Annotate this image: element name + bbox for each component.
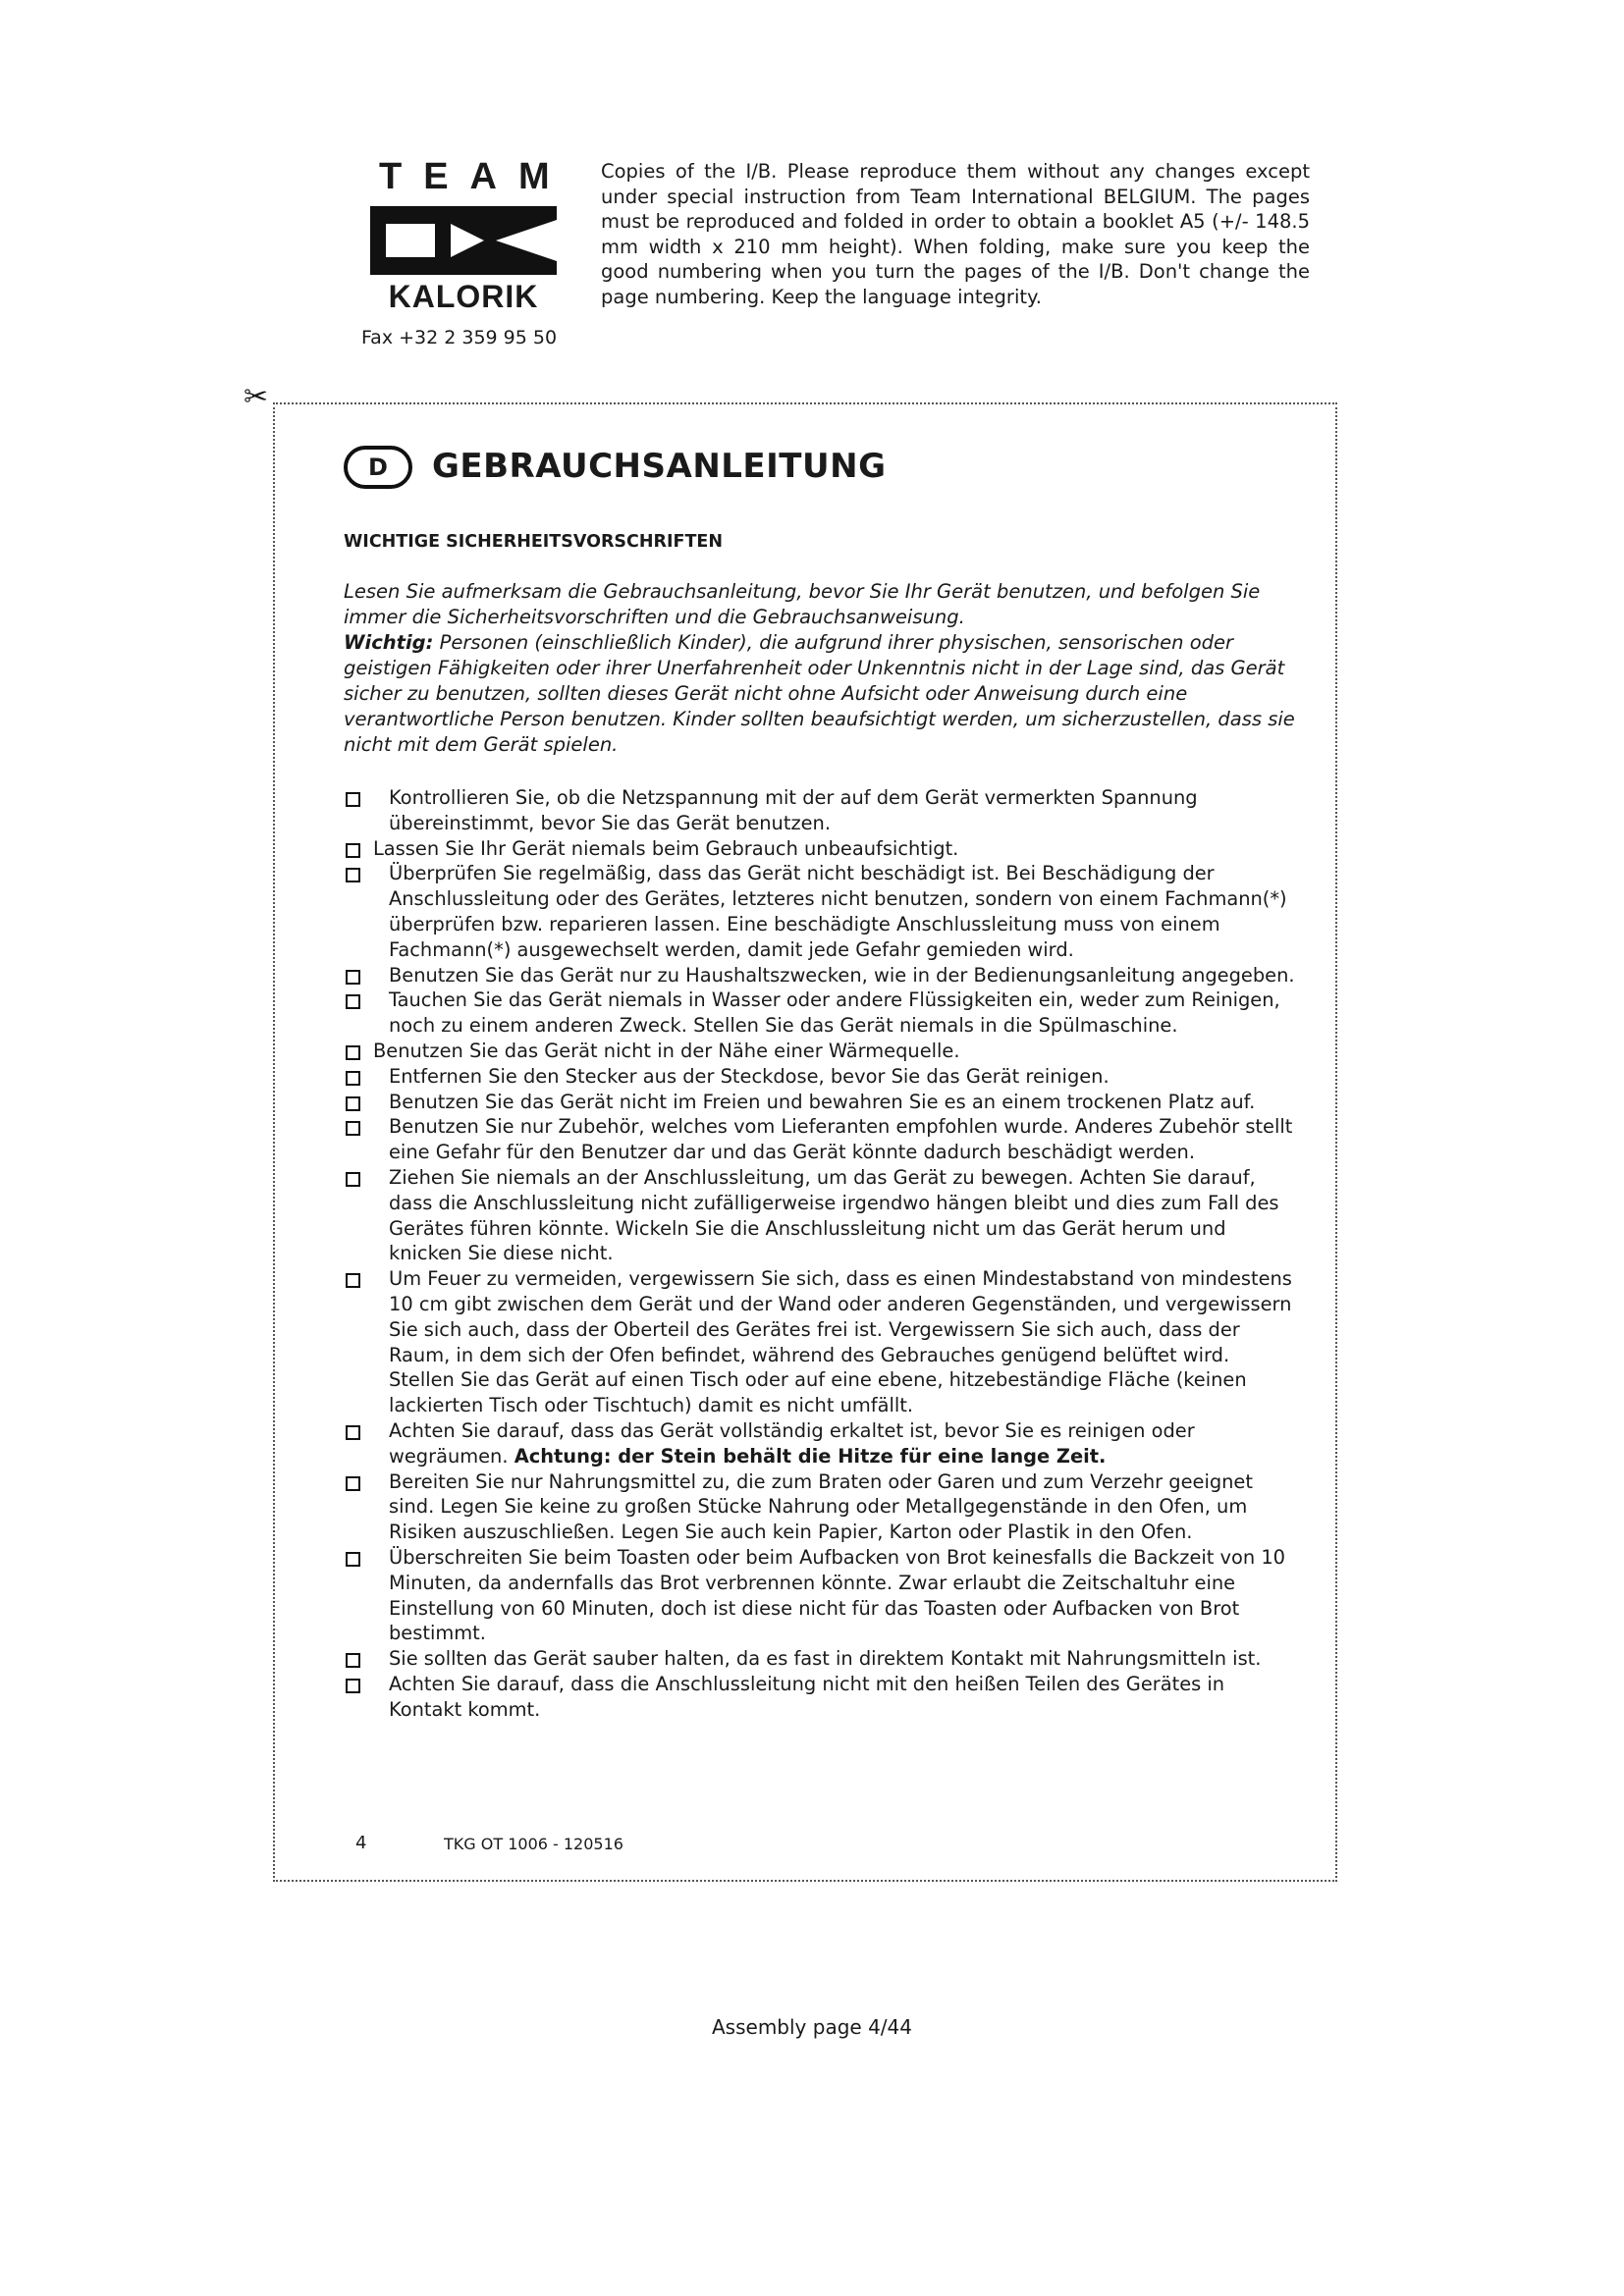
checkbox-bullet-icon bbox=[346, 1071, 360, 1086]
checkbox-bullet-icon bbox=[346, 843, 360, 858]
list-item-text: Kontrollieren Sie, ob die Netzspannung mit der auf dem Gerät vermerkten Spannung übereinstimmt, bevor Sie das Gerät benutzen. bbox=[389, 786, 1198, 834]
list-item bbox=[344, 1545, 1298, 1646]
checkbox-bullet-icon bbox=[346, 1679, 360, 1693]
checkbox-bullet-icon bbox=[346, 792, 360, 807]
kalorik-k-icon bbox=[370, 202, 557, 279]
list-item-text: Entfernen Sie den Stecker aus der Steckdose, bevor Sie das Gerät reinigen. bbox=[389, 1064, 1110, 1088]
checkbox-bullet-icon bbox=[346, 1552, 360, 1567]
list-item bbox=[344, 988, 1298, 1039]
page-number: 4 bbox=[355, 1833, 367, 1853]
section-heading: WICHTIGE SICHERHEITSVORSCHRIFTEN bbox=[344, 532, 724, 552]
list-item-text: Tauchen Sie das Gerät niemals in Wasser oder andere Flüssigkeiten ein, weder zum Reinigen, noch zu einem anderen Zweck. Stellen Sie das Gerät niemals in die Spülmaschine. bbox=[389, 988, 1280, 1038]
fax-number: Fax +32 2 359 95 50 bbox=[361, 327, 558, 348]
checkbox-bullet-icon bbox=[346, 1172, 360, 1187]
checkbox-bullet-icon bbox=[346, 1653, 360, 1668]
list-item-text: Sie sollten das Gerät sauber halten, da es fast in direktem Kontakt mit Nahrungsmitteln ist. bbox=[389, 1647, 1262, 1671]
logo-kalorik-text: KALORIK bbox=[388, 279, 539, 314]
list-item-text: Überprüfen Sie regelmäßig, dass das Gerät nicht beschädigt ist. Bei Beschädigung der Anschlussleitung oder des Gerätes, letzteres nicht benutzen, sondern von einem Fachmann(*) überprüfen bzw. reparieren lassen. Eine beschädigte Anschlussleitung muss von einem Fachmann(*) ausgewechselt werden, damit jede Gefahr gemieden wird. bbox=[389, 862, 1287, 961]
list-item bbox=[344, 1114, 1298, 1165]
list-item bbox=[344, 836, 1298, 862]
list-item bbox=[344, 785, 1298, 836]
checkbox-bullet-icon bbox=[346, 1273, 360, 1288]
checkbox-bullet-icon bbox=[346, 1096, 360, 1111]
checkbox-bullet-icon bbox=[346, 970, 360, 985]
assembly-page-label: Assembly page 4/44 bbox=[712, 2015, 912, 2039]
list-item-text: Benutzen Sie das Gerät nicht im Freien und bewahren Sie es an einem trockenen Platz auf. bbox=[389, 1090, 1256, 1113]
list-item bbox=[344, 861, 1298, 962]
language-badge: D bbox=[344, 446, 412, 489]
list-item-text: Benutzen Sie das Gerät nicht in der Nähe einer Wärmequelle. bbox=[373, 1039, 960, 1062]
intro-text bbox=[344, 579, 1298, 758]
list-item bbox=[344, 1039, 1298, 1064]
list-item-text: Überschreiten Sie beim Toasten oder beim Aufbacken von Brot keinesfalls die Backzeit von 10 Minuten, da andernfalls das Brot verbrennen könnte. Zwar erlaubt die Zeitschaltuhr eine Einstellung von 60 Minuten, doch ist diese nicht für das Toasten oder Aufbacken von Brot bestimmt. bbox=[389, 1545, 1286, 1645]
list-item bbox=[344, 1646, 1298, 1672]
logo-team-text: TEAM bbox=[379, 156, 571, 197]
page-title: GEBRAUCHSANLEITUNG bbox=[432, 447, 887, 486]
list-item bbox=[344, 1165, 1298, 1266]
checkbox-bullet-icon bbox=[346, 1045, 360, 1060]
list-item-text: Bereiten Sie nur Nahrungsmittel zu, die zum Braten oder Garen und zum Verzehr geeignet sind. Legen Sie keine zu großen Stücke Nahrung oder Metallgegenstände in den Ofen, um Risiken auszuschließen. Legen Sie auch kein Papier, Karton oder Plastik in den Ofen. bbox=[389, 1469, 1253, 1544]
intro-paragraph: Lesen Sie aufmerksam die Gebrauchsanleitung, bevor Sie Ihr Gerät benutzen, und befolgen Sie immer die Sicherheitsvorschriften und die Gebrauchsanweisung. bbox=[344, 580, 1261, 628]
team-kalorik-logo bbox=[365, 156, 571, 314]
reproduction-notice: Copies of the I/B. Please reproduce them without any changes except under special instruction from Team International BELGIUM. The pages must be reproduced and folded in order to obtain a booklet A5 (+/- 148.5 mm width x 210 mm height). When folding, make sure you keep the good numbering when you turn the pages of the I/B. Don't change the page numbering. Keep the language integrity. bbox=[601, 160, 1310, 308]
list-item-text: Benutzen Sie nur Zubehör, welches vom Lieferanten empfohlen wurde. Anderes Zubehör stellt eine Gefahr für den Benutzer dar und das Gerät könnte dadurch beschädigt werden. bbox=[389, 1115, 1293, 1164]
checkbox-bullet-icon bbox=[346, 1425, 360, 1440]
list-item bbox=[344, 1469, 1298, 1545]
checkbox-bullet-icon bbox=[346, 1121, 360, 1136]
scissors-icon: ✂ bbox=[244, 380, 269, 414]
list-item bbox=[344, 1266, 1298, 1418]
checkbox-bullet-icon bbox=[346, 1476, 360, 1491]
safety-rules-list bbox=[344, 785, 1298, 1722]
list-item-text: Lassen Sie Ihr Gerät niemals beim Gebrauch unbeaufsichtigt. bbox=[373, 836, 959, 860]
list-item-text: Achten Sie darauf, dass das Gerät vollständig erkaltet ist, bevor Sie es reinigen oder wegräumen. bbox=[389, 1418, 1195, 1468]
warning-text: Personen (einschließlich Kinder), die aufgrund ihrer physischen, sensorischen oder geistigen Fähigkeiten oder ihrer Unerfahrenheit oder Unkenntnis nicht in der Lage sind, das Gerät sicher zu benutzen, sollten dieses Gerät nicht ohne Aufsicht oder Anweisung durch eine verantwortliche Person benutzen. Kinder sollten beaufsichtigt werden, um sicherzustellen, dass sie nicht mit dem Gerät spielen. bbox=[344, 631, 1295, 756]
list-item bbox=[344, 1064, 1298, 1090]
list-item-text: Benutzen Sie das Gerät nur zu Haushaltszwecken, wie in der Bedienungsanleitung angegeben. bbox=[389, 963, 1295, 987]
checkbox-bullet-icon bbox=[346, 994, 360, 1009]
list-item-text: Um Feuer zu vermeiden, vergewissern Sie sich, dass es einen Mindestabstand von mindestens 10 cm gibt zwischen dem Gerät und der Wand oder anderen Gegenständen, und vergewissern Sie sich auch, dass der Oberteil des Gerätes frei ist. Vergewissern Sie sich auch, dass der Raum, in dem sich der Ofen befindet, während des Gebrauches genügend belüftet wird. Stellen Sie das Gerät auf einen Tisch oder auf eine ebene, hitzebeständige Fläche (keinen lackierten Tisch oder Tischtuch) damit es nicht umfällt. bbox=[389, 1267, 1292, 1417]
list-item-text: Ziehen Sie niemals an der Anschlussleitung, um das Gerät zu bewegen. Achten Sie darauf, dass die Anschlussleitung nicht zufälligerweise irgendwo hängen bleibt und dies zum Fall des Gerätes führen könnte. Wickeln Sie die Anschlussleitung nicht um das Gerät herum und knicken Sie diese nicht. bbox=[389, 1165, 1279, 1265]
document-code: TKG OT 1006 - 120516 bbox=[444, 1835, 623, 1853]
warning-paragraph bbox=[344, 630, 1298, 758]
list-item bbox=[344, 1090, 1298, 1115]
stone-heat-warning: Achtung: der Stein behält die Hitze für eine lange Zeit. bbox=[514, 1444, 1107, 1468]
list-item bbox=[344, 1672, 1298, 1723]
list-item bbox=[344, 963, 1298, 988]
list-item bbox=[344, 1418, 1298, 1469]
list-item-text: Achten Sie darauf, dass die Anschlussleitung nicht mit den heißen Teilen des Gerätes in Kontakt kommt. bbox=[389, 1672, 1225, 1721]
checkbox-bullet-icon bbox=[346, 868, 360, 882]
warning-label: Wichtig: bbox=[344, 631, 434, 654]
